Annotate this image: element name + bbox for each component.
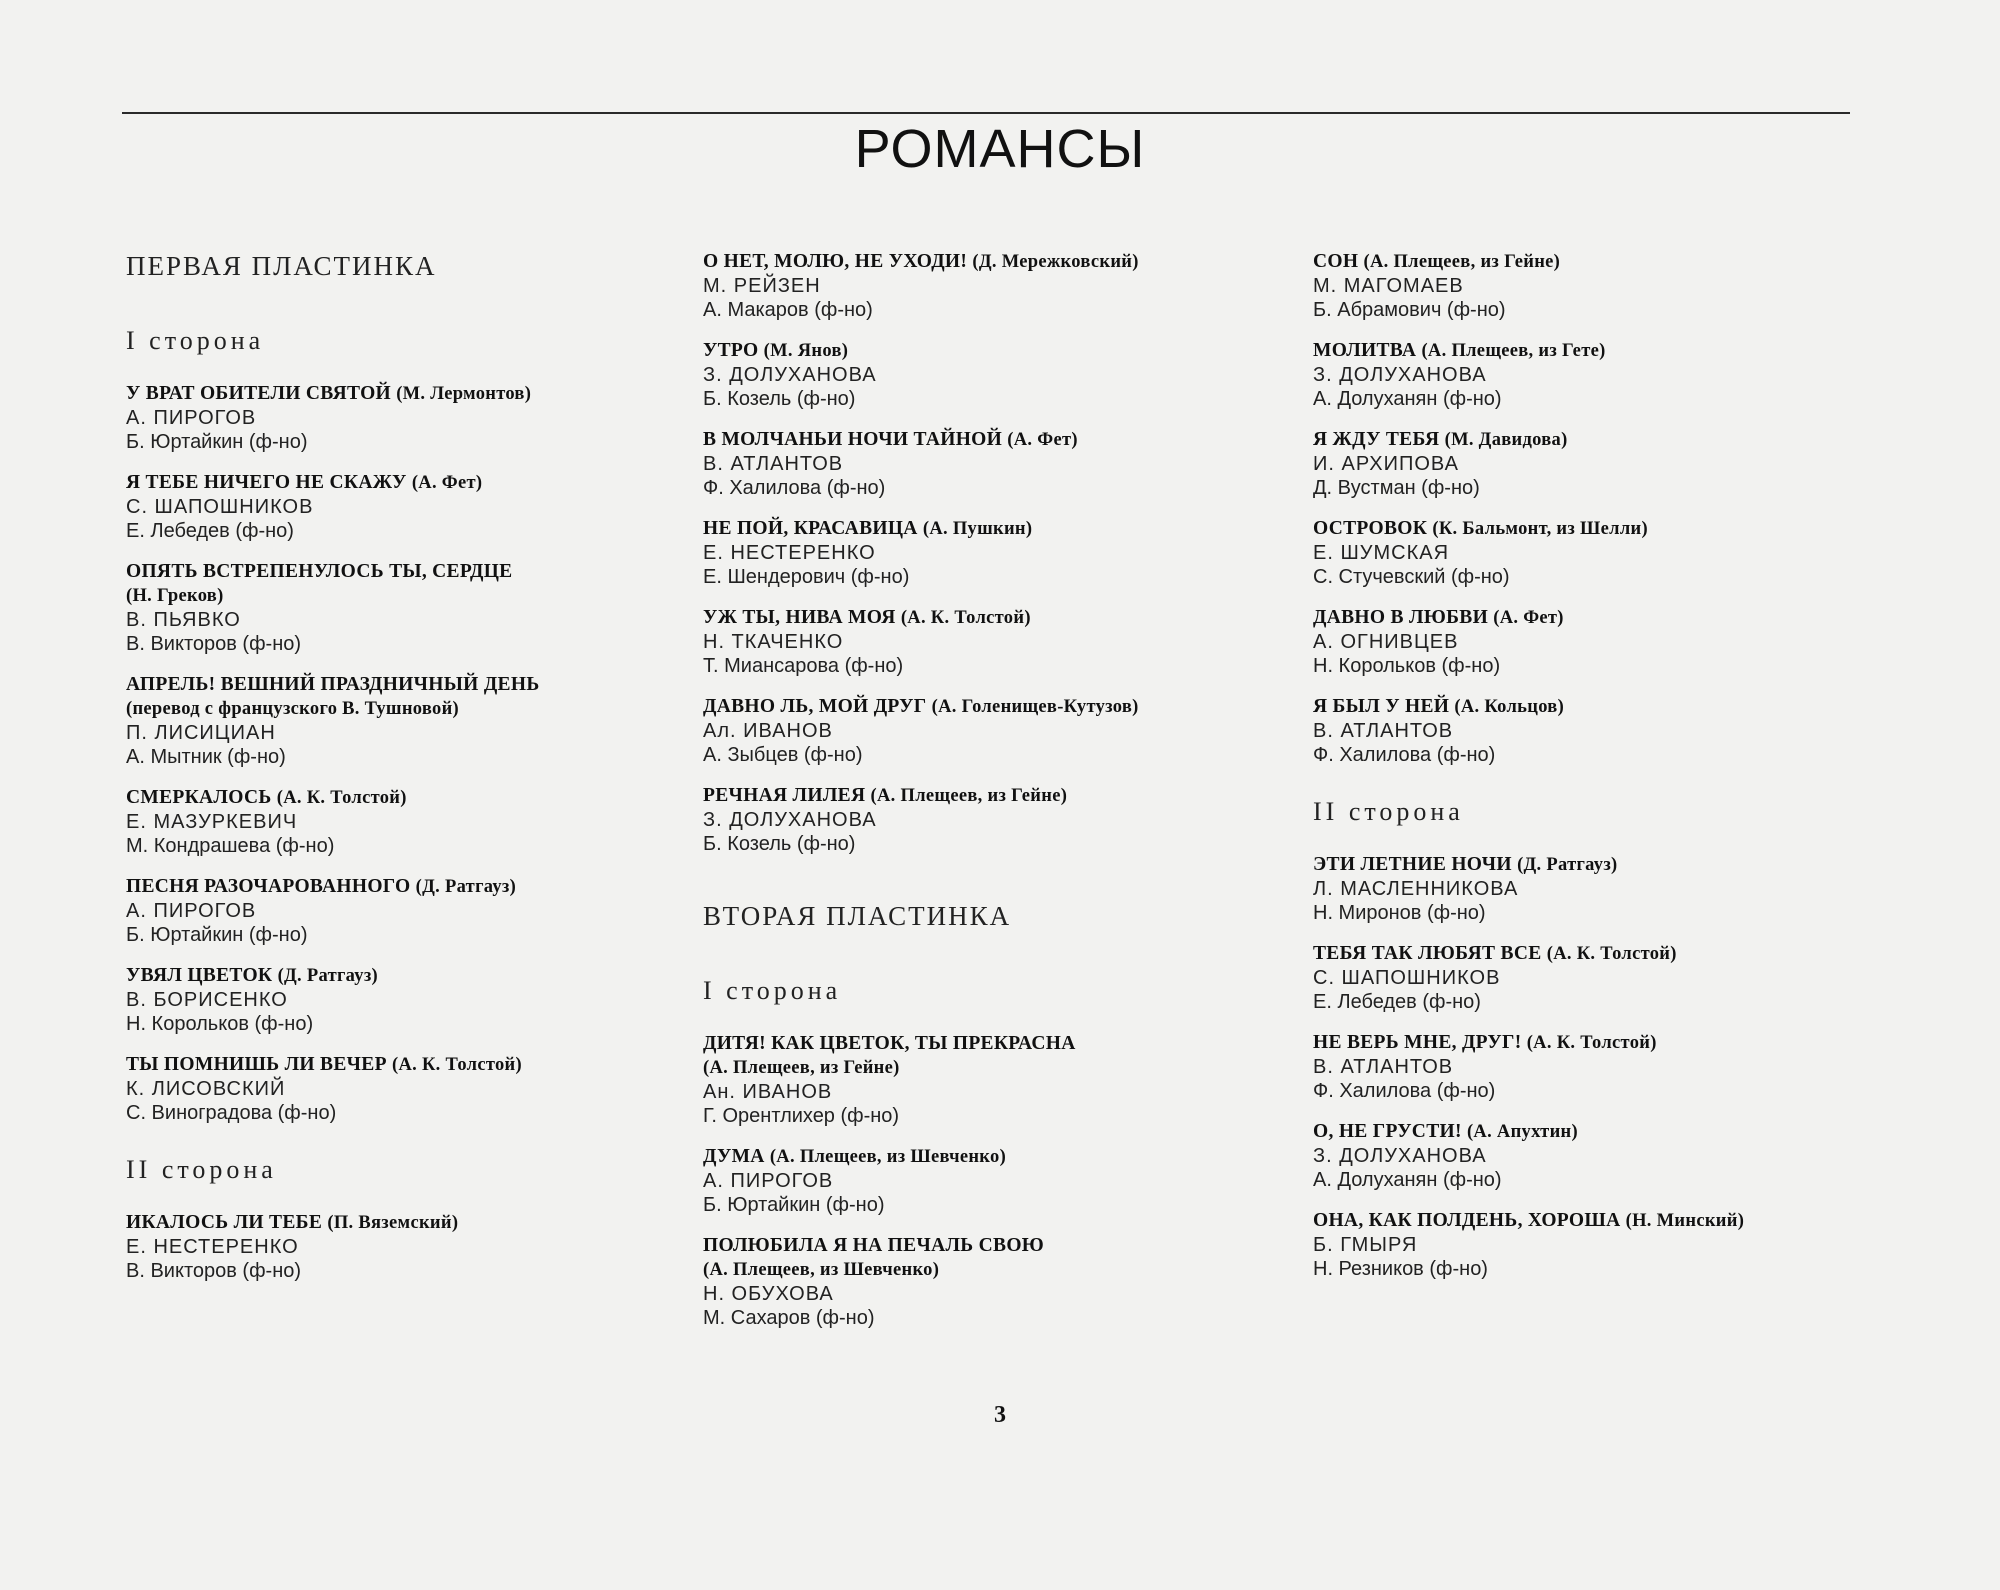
- song-title: ТЫ ПОМНИШЬ ЛИ ВЕЧЕР: [126, 1054, 387, 1075]
- song-title-line: [126, 560, 696, 608]
- singer: Н. ОБУХОВА: [703, 1283, 834, 1305]
- pianist: Б. Юртайкин (ф-но): [703, 1194, 885, 1216]
- song-title-line: [1313, 1209, 1933, 1233]
- song-title: РЕЧНАЯ ЛИЛЕЯ: [703, 785, 866, 806]
- singer: Л. МАСЛЕННИКОВА: [1313, 878, 1519, 900]
- romance-entry: [1313, 339, 1933, 411]
- song-title-line: [703, 1032, 1303, 1080]
- lyricist: (А. К. Толстой): [276, 788, 407, 808]
- pianist: Н. Резников (ф-но): [1313, 1258, 1488, 1280]
- song-title-line: [703, 606, 1303, 630]
- romance-entry: [1313, 853, 1933, 925]
- lyricist: (А. Фет): [1007, 430, 1078, 450]
- lyricist: (А. Плещеев, из Гете): [1421, 341, 1606, 361]
- lyricist: (Н. Греков): [126, 586, 224, 606]
- song-title: ДАВНО В ЛЮБВИ: [1313, 607, 1489, 628]
- song-title: О НЕТ, МОЛЮ, НЕ УХОДИ!: [703, 251, 968, 272]
- song-title-line: [703, 428, 1303, 452]
- romance-entry: [1313, 428, 1933, 500]
- song-title-line: [126, 382, 696, 406]
- song-title-line: [1313, 942, 1933, 966]
- pianist: М. Сахаров (ф-но): [703, 1307, 875, 1329]
- song-title-line: [703, 784, 1303, 808]
- singer: Ан. ИВАНОВ: [703, 1081, 833, 1103]
- lyricist: (П. Вяземский): [327, 1213, 459, 1233]
- song-title-line: [1313, 1031, 1933, 1055]
- pianist: Ф. Халилова (ф-но): [1313, 1080, 1496, 1102]
- singer: Е. НЕСТЕРЕНКО: [126, 1236, 299, 1258]
- song-title: НЕ ПОЙ, КРАСАВИЦА: [703, 518, 918, 539]
- song-title: ДУМА: [703, 1146, 765, 1167]
- lyricist: (К. Бальмонт, из Шелли): [1432, 519, 1648, 539]
- romance-entry: [1313, 517, 1933, 589]
- romance-entry: [703, 606, 1303, 678]
- song-title: УТРО: [703, 340, 759, 361]
- lyricist: (А. Плещеев, из Гейне): [703, 1058, 900, 1078]
- singer: Ал. ИВАНОВ: [703, 720, 833, 742]
- pianist: Е. Шендерович (ф-но): [703, 566, 910, 588]
- romance-entry: [1313, 695, 1933, 767]
- singer: А. ОГНИВЦЕВ: [1313, 631, 1459, 653]
- singer: В. ПЬЯВКО: [126, 609, 241, 631]
- song-title: НЕ ВЕРЬ МНЕ, ДРУГ!: [1313, 1032, 1522, 1053]
- singer: В. АТЛАНТОВ: [1313, 720, 1454, 742]
- singer: П. ЛИСИЦИАН: [126, 722, 276, 744]
- song-title-line: [703, 1234, 1303, 1282]
- song-title-line: [126, 471, 696, 495]
- singer: И. АРХИПОВА: [1313, 453, 1459, 475]
- romance-entry: [126, 673, 696, 769]
- lyricist: (А. Кольцов): [1454, 697, 1565, 717]
- lyricist: (А. К. Толстой): [1546, 944, 1677, 964]
- singer: В. БОРИСЕНКО: [126, 989, 288, 1011]
- pianist: А. Долуханян (ф-но): [1313, 388, 1502, 410]
- song-title-line: [703, 517, 1303, 541]
- lyricist: (М. Лермонтов): [396, 384, 532, 404]
- lyricist: (Д. Ратгауз): [1517, 855, 1618, 875]
- pianist: В. Викторов (ф-но): [126, 633, 302, 655]
- pianist: А. Долуханян (ф-но): [1313, 1169, 1502, 1191]
- romance-entry: [1313, 1031, 1933, 1103]
- side-heading: I сторона: [126, 326, 265, 355]
- disc-heading: ПЕРВАЯ ПЛАСТИНКА: [126, 251, 437, 281]
- pianist: Ф. Халилова (ф-но): [1313, 744, 1496, 766]
- song-title: ТЕБЯ ТАК ЛЮБЯТ ВСЕ: [1313, 943, 1542, 964]
- pianist: Н. Корольков (ф-но): [1313, 655, 1501, 677]
- lyricist: (М. Янов): [763, 341, 849, 361]
- lyricist: (А. Фет): [1493, 608, 1564, 628]
- song-title-line: [126, 673, 696, 721]
- song-title: ИКАЛОСЬ ЛИ ТЕБЕ: [126, 1212, 323, 1233]
- song-title: ЭТИ ЛЕТНИЕ НОЧИ: [1313, 854, 1512, 875]
- pianist: Б. Абрамович (ф-но): [1313, 299, 1506, 321]
- song-title-line: [703, 695, 1303, 719]
- romance-entry: [703, 517, 1303, 589]
- song-title: ПОЛЮБИЛА Я НА ПЕЧАЛЬ СВОЮ: [703, 1235, 1045, 1256]
- romance-entry: [703, 1032, 1303, 1128]
- singer: Б. ГМЫРЯ: [1313, 1234, 1418, 1256]
- column-2: [703, 250, 1303, 1347]
- singer: С. ШАПОШНИКОВ: [126, 496, 314, 518]
- song-title-line: [1313, 339, 1933, 363]
- song-title: АПРЕЛЬ! ВЕШНИЙ ПРАЗДНИЧНЫЙ ДЕНЬ: [126, 674, 540, 695]
- lyricist: (перевод с французского В. Тушновой): [126, 699, 460, 719]
- romance-entry: [703, 695, 1303, 767]
- song-title: ОНА, КАК ПОЛДЕНЬ, ХОРОША: [1313, 1210, 1621, 1231]
- pianist: Н. Миронов (ф-но): [1313, 902, 1486, 924]
- singer: З. ДОЛУХАНОВА: [703, 364, 877, 386]
- lyricist: (А. Плещеев, из Гейне): [1363, 252, 1561, 272]
- romance-entry: [1313, 250, 1933, 322]
- romance-entry: [703, 1234, 1303, 1330]
- singer: З. ДОЛУХАНОВА: [1313, 1145, 1487, 1167]
- singer: А. ПИРОГОВ: [126, 407, 257, 429]
- column-3: [1313, 250, 1933, 1298]
- song-title-line: [703, 250, 1303, 274]
- song-title-line: [1313, 695, 1933, 719]
- song-title: В МОЛЧАНЬИ НОЧИ ТАЙНОЙ: [703, 429, 1003, 450]
- singer: М. МАГОМАЕВ: [1313, 275, 1464, 297]
- pianist: Ф. Халилова (ф-но): [703, 477, 886, 499]
- singer: К. ЛИСОВСКИЙ: [126, 1078, 286, 1100]
- song-title-line: [126, 964, 696, 988]
- singer: Е. ШУМСКАЯ: [1313, 542, 1450, 564]
- song-title-line: [703, 339, 1303, 363]
- lyricist: (Д. Ратгауз): [415, 877, 517, 897]
- song-title: УВЯЛ ЦВЕТОК: [126, 965, 273, 986]
- pianist: М. Кондрашева (ф-но): [126, 835, 335, 857]
- song-title-line: [1313, 517, 1933, 541]
- romance-entry: [1313, 1209, 1933, 1281]
- pianist: Б. Козель (ф-но): [703, 833, 856, 855]
- disc-heading: ВТОРАЯ ПЛАСТИНКА: [703, 901, 1012, 931]
- column-1: [126, 250, 696, 1300]
- song-title-line: [1313, 250, 1933, 274]
- singer: Н. ТКАЧЕНКО: [703, 631, 844, 653]
- lyricist: (А. К. Толстой): [1526, 1033, 1657, 1053]
- pianist: Г. Орентлихер (ф-но): [703, 1105, 900, 1127]
- romance-entry: [1313, 1120, 1933, 1192]
- lyricist: (А. Апухтин): [1466, 1122, 1578, 1142]
- lyricist: (Н. Минский): [1625, 1211, 1745, 1231]
- song-title: ОСТРОВОК: [1313, 518, 1428, 539]
- romance-entry: [126, 471, 696, 543]
- romance-entry: [703, 428, 1303, 500]
- lyricist: (М. Давидова): [1444, 430, 1568, 450]
- romance-entry: [126, 382, 696, 454]
- song-title: ПЕСНЯ РАЗОЧАРОВАННОГО: [126, 876, 411, 897]
- pianist: А. Зыбцев (ф-но): [703, 744, 863, 766]
- romance-entry: [703, 784, 1303, 856]
- song-title-line: [1313, 853, 1933, 877]
- pianist: Б. Юртайкин (ф-но): [126, 431, 308, 453]
- singer: Е. НЕСТЕРЕНКО: [703, 542, 876, 564]
- singer: З. ДОЛУХАНОВА: [703, 809, 877, 831]
- song-title: У ВРАТ ОБИТЕЛИ СВЯТОЙ: [126, 383, 391, 404]
- romance-entry: [126, 786, 696, 858]
- pianist: Т. Миансарова (ф-но): [703, 655, 904, 677]
- page-title: РОМАНСЫ: [854, 119, 1146, 179]
- song-title-line: [126, 1053, 696, 1077]
- song-title: Я ТЕБЕ НИЧЕГО НЕ СКАЖУ: [126, 472, 407, 493]
- top-rule: [122, 112, 1850, 114]
- lyricist: (А. Фет): [411, 473, 483, 493]
- song-title: СОН: [1313, 251, 1359, 272]
- pianist: Н. Корольков (ф-но): [126, 1013, 314, 1035]
- romance-entry: [126, 875, 696, 947]
- song-title-line: [126, 875, 696, 899]
- singer: Е. МАЗУРКЕВИЧ: [126, 811, 298, 833]
- side-heading: I сторона: [703, 976, 842, 1005]
- singer: А. ПИРОГОВ: [703, 1170, 834, 1192]
- romance-entry: [126, 1211, 696, 1283]
- pianist: А. Макаров (ф-но): [703, 299, 873, 321]
- song-title: Я БЫЛ У НЕЙ: [1313, 696, 1450, 717]
- song-title-line: [703, 1145, 1303, 1169]
- song-title-line: [1313, 606, 1933, 630]
- romance-entry: [126, 964, 696, 1036]
- romance-entry: [126, 1053, 696, 1125]
- pianist: Е. Лебедев (ф-но): [126, 520, 294, 542]
- singer: М. РЕЙЗЕН: [703, 275, 821, 297]
- romance-entry: [126, 560, 696, 656]
- song-title: ДАВНО ЛЬ, МОЙ ДРУГ: [703, 696, 927, 717]
- song-title: О, НЕ ГРУСТИ!: [1313, 1121, 1462, 1142]
- pianist: В. Викторов (ф-но): [126, 1260, 302, 1282]
- side-heading: II сторона: [1313, 797, 1464, 826]
- lyricist: (А. Голенищев-Кутузов): [931, 697, 1139, 717]
- romance-entry: [703, 339, 1303, 411]
- lyricist: (Д. Ратгауз): [277, 966, 379, 986]
- singer: А. ПИРОГОВ: [126, 900, 257, 922]
- song-title: ДИТЯ! КАК ЦВЕТОК, ТЫ ПРЕКРАСНА: [703, 1033, 1076, 1054]
- song-title-line: [126, 1211, 696, 1235]
- romance-entry: [703, 1145, 1303, 1217]
- pianist: Е. Лебедев (ф-но): [1313, 991, 1481, 1013]
- lyricist: (А. Пушкин): [922, 519, 1033, 539]
- song-title: Я ЖДУ ТЕБЯ: [1313, 429, 1440, 450]
- singer: В. АТЛАНТОВ: [703, 453, 844, 475]
- lyricist: (А. К. Толстой): [900, 608, 1031, 628]
- pianist: Б. Юртайкин (ф-но): [126, 924, 308, 946]
- lyricist: (А. Плещеев, из Шевченко): [703, 1260, 940, 1280]
- lyricist: (А. К. Толстой): [392, 1055, 522, 1075]
- lyricist: (А. Плещеев, из Гейне): [870, 786, 1068, 806]
- song-title-line: [126, 786, 696, 810]
- lyricist: (Д. Мережковский): [972, 252, 1139, 272]
- pianist: А. Мытник (ф-но): [126, 746, 286, 768]
- pianist: С. Стучевский (ф-но): [1313, 566, 1510, 588]
- romance-entry: [703, 250, 1303, 322]
- song-title: СМЕРКАЛОСЬ: [126, 787, 272, 808]
- song-title: ОПЯТЬ ВСТРЕПЕНУЛОСЬ ТЫ, СЕРДЦЕ: [126, 561, 513, 582]
- singer: З. ДОЛУХАНОВА: [1313, 364, 1487, 386]
- song-title: УЖ ТЫ, НИВА МОЯ: [703, 607, 896, 628]
- lyricist: (А. Плещеев, из Шевченко): [769, 1147, 1007, 1167]
- singer: В. АТЛАНТОВ: [1313, 1056, 1454, 1078]
- romance-entry: [1313, 942, 1933, 1014]
- side-heading: II сторона: [126, 1155, 277, 1184]
- song-title-line: [1313, 1120, 1933, 1144]
- pianist: Б. Козель (ф-но): [703, 388, 856, 410]
- pianist: Д. Вустман (ф-но): [1313, 477, 1480, 499]
- singer: С. ШАПОШНИКОВ: [1313, 967, 1501, 989]
- page-number: 3: [994, 1402, 1006, 1428]
- pianist: С. Виноградова (ф-но): [126, 1102, 337, 1124]
- romance-entry: [1313, 606, 1933, 678]
- song-title: МОЛИТВА: [1313, 340, 1417, 361]
- song-title-line: [1313, 428, 1933, 452]
